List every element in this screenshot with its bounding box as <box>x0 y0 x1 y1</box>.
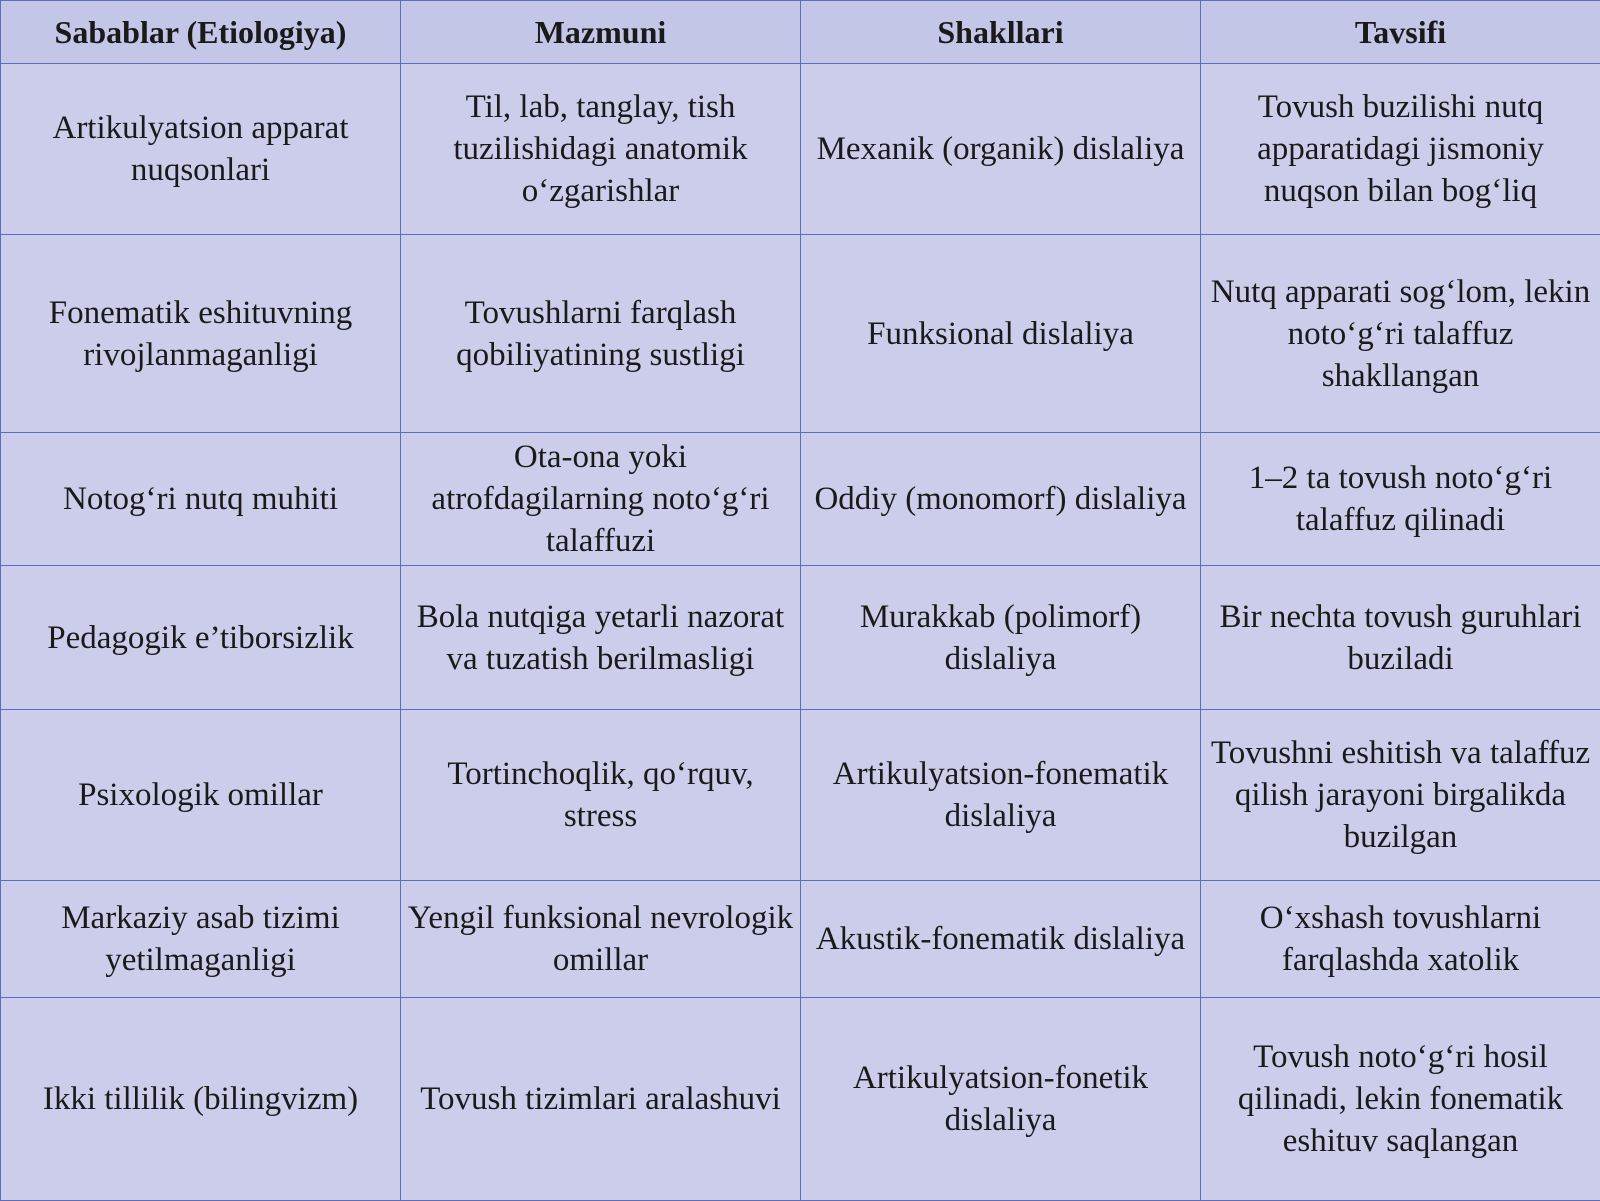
table-cell: Ota-ona yoki atrofdagilarning noto‘g‘ri talaffuzi <box>401 433 801 566</box>
table-cell: Pedagogik e’tiborsizlik <box>1 566 401 710</box>
header-row <box>1 1 1600 64</box>
table-cell: Tortinchoqlik, qo‘rquv, stress <box>401 710 801 881</box>
header-cell-forms: Shakllari <box>801 1 1201 64</box>
table-cell: Artikulyatsion-fonematik dislaliya <box>801 710 1201 881</box>
table-cell: Tovush tizimlari aralashuvi <box>401 998 801 1201</box>
table-cell: Ikki tillilik (bilingvizm) <box>1 998 401 1201</box>
table-cell: Akustik-fonematik dislaliya <box>801 881 1201 998</box>
table-row <box>1 235 1600 433</box>
table-cell: Tovushni eshitish va talaffuz qilish jarayoni birgalikda buzilgan <box>1201 710 1600 881</box>
table-cell: Markaziy asab tizimi yetilmaganligi <box>1 881 401 998</box>
table-cell: Tovush buzilishi nutq apparatidagi jismoniy nuqson bilan bog‘liq <box>1201 64 1600 235</box>
table-row <box>1 881 1600 998</box>
table-cell: Fonematik eshituvning rivojlanmaganligi <box>1 235 401 433</box>
table-cell: Funksional dislaliya <box>801 235 1201 433</box>
table-cell: Bir nechta tovush guruhlari buziladi <box>1201 566 1600 710</box>
header-cell-description: Tavsifi <box>1201 1 1600 64</box>
table-cell: Tovushlarni farqlash qobiliyatining sustligi <box>401 235 801 433</box>
table-cell: Notog‘ri nutq muhiti <box>1 433 401 566</box>
table-cell: Bola nutqiga yetarli nazorat va tuzatish berilmasligi <box>401 566 801 710</box>
table-row <box>1 433 1600 566</box>
header-cell-causes: Sabablar (Etiologiya) <box>1 1 401 64</box>
table-cell: Mexanik (organik) dislaliya <box>801 64 1201 235</box>
table-cell: O‘xshash tovushlarni farqlashda xatolik <box>1201 881 1600 998</box>
table-cell: 1–2 ta tovush noto‘g‘ri talaffuz qilinadi <box>1201 433 1600 566</box>
table-cell: Tovush noto‘g‘ri hosil qilinadi, lekin fonematik eshituv saqlangan <box>1201 998 1600 1201</box>
table-cell: Psixologik omillar <box>1 710 401 881</box>
table-cell: Artikulyatsion apparat nuqsonlari <box>1 64 401 235</box>
header-cell-content: Mazmuni <box>401 1 801 64</box>
table-row <box>1 710 1600 881</box>
table-row <box>1 64 1600 235</box>
table-cell: Til, lab, tanglay, tish tuzilishidagi anatomik o‘zgarishlar <box>401 64 801 235</box>
table-cell: Murakkab (polimorf) dislaliya <box>801 566 1201 710</box>
table-cell: Oddiy (monomorf) dislaliya <box>801 433 1201 566</box>
table-row <box>1 998 1600 1201</box>
table-cell: Yengil funksional nevrologik omillar <box>401 881 801 998</box>
table-cell: Artikulyatsion-fonetik dislaliya <box>801 998 1201 1201</box>
table-row <box>1 566 1600 710</box>
table-cell: Nutq apparati sog‘lom, lekin noto‘g‘ri talaffuz shakllangan <box>1201 235 1600 433</box>
